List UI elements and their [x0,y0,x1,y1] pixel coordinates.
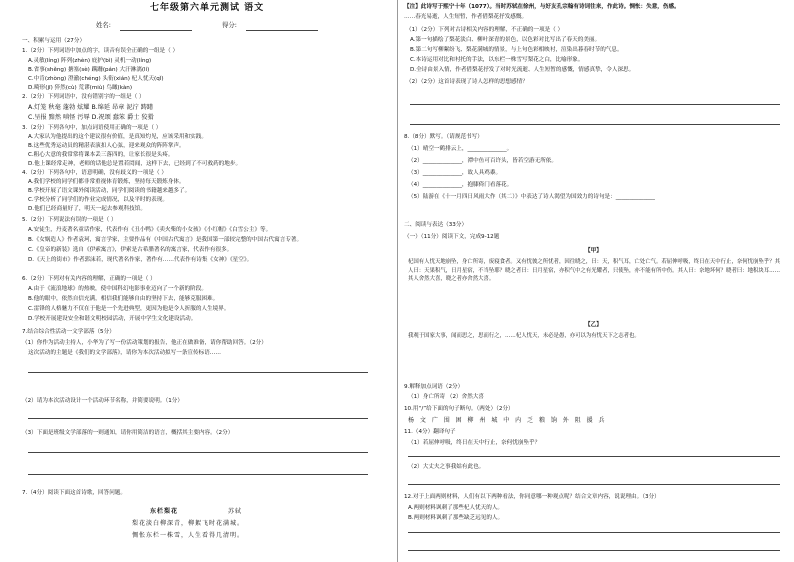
question-poem: 7.（4分）阅读下面这首诗歌，回答问题。 [22,490,126,496]
option-2cd: C.呈报 黯然 嗔怪 污辱 D.祝颂 蠢笨 爵士 狡猾 [28,114,154,121]
option-5c: C.《皇帝的新装》选自《伊索寓言》，伊索是古希腊著名的寓言家，代表作有很多。 [28,247,233,253]
option-1c: C.中肯(zhòng) 澄澈(chéng) 头衔(xián) 杞人忧天(qǐ) [28,76,164,82]
option-5d: D.《天上的街市》作者郭沫若，现代著名作家，著作有……代表作有诗集《女神》《星空》。 [28,257,253,263]
question-7-part3: （3）下面是班级文学部落的一则通知，请你用简洁的语言，概括其主要内容。（2分） [22,430,234,436]
question-2: 2.（2分）下列词语中，没有错别字的一组是（ ） [22,94,145,100]
answer-line[interactable] [28,474,368,475]
answer-line[interactable] [408,550,780,551]
answer-line[interactable] [408,456,780,457]
recite-2: （2）______________，潭中鱼可百许头，皆若空游无所依。 [408,158,557,164]
answer-line[interactable] [28,372,368,373]
poem-title: 东栏梨花 [150,508,179,515]
option-4b: B.学校开展了语文课外阅读活动，同学们阅读的书籍越来越多了。 [28,188,191,194]
option-3b: B.这些优秀运动员的精湛表演扣人心弦，迎来观众的阵阵掌声。 [28,143,185,149]
recite-1: （1）晴空一鹤排云上，______________。 [408,146,513,152]
option-p1c: C.本诗运用对比和衬托的手法，以东栏一株雪写梨花之白，比喻形象。 [410,57,584,63]
question-7-heading: 7.结合综合性活动一文学部落（5分） [22,329,115,335]
recite-4: （4）______________，抱膝倚门看落花。 [408,182,513,188]
score-blank[interactable] [246,30,318,31]
answer-line[interactable] [408,532,780,533]
option-4a: A.我们学校的同学们都非常重视体育锻炼，坚持每天锻炼身体。 [28,179,185,185]
passage-marker: 【乙】 [585,322,602,328]
question-6: 6.（2分）下列对有关内容的理解，正确的一项是（ ） [22,276,156,282]
question-10: 10.用“/”给下面的句子断句。（两处）（2分） [404,406,514,412]
translate-1: （1）若屈伸呼吸，终日在天中行止，奈何忧崩坠乎？ [408,440,541,446]
option-p1b: B.第二句写柳絮纷飞、梨花满城的情景，与上句色彩相映衬，渲染出暮春时节的气息。 [410,47,623,53]
question-11: 11.（4分）翻译句子 [404,429,456,435]
question-poem-1: （1）（2分）下列对古诗相关内容的理解，不正确的一项是（ ） [406,27,564,33]
recite-3: （3）______________，故人具鸡黍。 [408,170,502,176]
option-p1a: A.第一句描绘了梨花淡白、柳叶深青的景色，以色彩对比写出了春天的美丽。 [410,37,601,43]
question-4: 4.（2分）下列各句中，语意明确，没有歧义的一项是（ ） [22,170,167,176]
page-title: 七年级第六单元测试 语文 [150,3,265,13]
section-heading: 二、阅读与表达（33分） [404,222,468,228]
answer-line[interactable] [408,484,780,485]
reading-instructions: （一）（11分）阅读下文，完成9-12题 [404,234,500,240]
option-1a: A.灵敏(líng) 阵列(zhèn) 庇护(bì) 灵机一动(líng) [28,58,152,64]
passage-a: 杞国有人忧天地崩坠，身亡所寄，废寝食者。又有忧彼之所忧者，因往晓之，曰：天，积气耳，亡处亡气。若屈伸呼吸，终日在天中行止，奈何忧崩坠乎？其人曰：天果积气，日月星宿，不当坠耶？晓之者曰：日月星宿，亦积气中之有光耀者，只使坠，亦不能有所中伤。其人曰：奈地坏何？晓者曰：地积块耳……其人舍然大喜，晓之者亦舍然大喜。 [408,259,780,283]
passage-marker: 【甲】 [585,248,602,254]
option-6a: A.由于《流浪地球》的热映，使中国科幻电影事业迈向了一个新的阶段。 [28,286,207,292]
question-7-part2: （2）请为本次活动设计一个活动环节名称，并简要说明。（1分） [22,398,183,404]
column-divider [397,0,398,562]
option-3d: D.他上课经常走神，老师的话他总是置若罔闻，这样下去，已经到了不可救药的地步。 [28,161,242,167]
question-1: 1.（2分）下列词语中加点的字，读音有误全正确的一组是（ ） [22,48,179,54]
right-column [400,0,794,562]
passage-b: 我观于国家大事，闻而思之，思而行之，……杞人忧天，未必是愚，亦可以为有忧天下之志者也。 [408,333,640,339]
option-1d: D.畸形(jī) 猝然(cù) 荒谬(miù) 鸟瞰(kàn) [28,85,133,91]
question-7-context: 这次活动的主题是《我们的文学部落》，请你为本次活动拟写一条宣传标语…… [28,350,221,356]
option-4c: C.学校分析了同学们的作业完成情况，以及平时的表现。 [28,197,168,203]
option-4d: D.他们已经商量好了，明天一起去参观科技馆。 [28,206,146,212]
name-label: 姓名: [96,21,111,29]
question-9: 9.解释加点词语（2分） [404,384,464,390]
poem-line: 梨花淡白柳深青，柳絮飞时花满城。 [132,520,245,527]
score-label: 得分: [222,21,237,29]
option-5a: A.安徒生，丹麦著名童话作家，代表作有《丑小鸭》《卖火柴的小女孩》《小红帽》《白雪公主》等。 [28,227,272,233]
recite-5: （5）陆游在《十一月四日风雨大作（其二）》中表达了诗人渴望为国效力的诗句是：______________ [408,194,655,200]
option-6d: D.学校开展建设安全和谐文明校园活动，开展中学生文化建设活动。 [28,316,197,322]
option-1b: B.省事(shěng) 搪塞(sè) 蹒跚(pán) 大汗淋漓(lí) [28,67,150,73]
option-12a: A.两则材料讽刺了那些杞人忧天的人。 [408,505,504,511]
option-12b: B.两则材料讽刺了那些缺乏远见的人。 [408,515,504,521]
question-10-text: 杨 文 广 围 困 柳 州 城 中 内 乏 粮 饷 外 阻 援 兵 [408,417,607,424]
section-heading: 一、积累与运用（27分） [22,38,86,44]
option-5b: B.《女娲造人》作者袁珂，寓言学家，主要作品有《中国古代寓言》是我国第一部较完整的中国古代寓言专著。 [28,237,303,243]
answer-line[interactable] [410,124,780,125]
question-3: 3.（2分）下列各句中，加点词语使用正确的一项是（ ） [22,125,162,131]
option-6b: B.他的眼中，依然自信充满，相信我们能够自由的坚持下去，能够克服困难。 [28,296,219,302]
option-p1d: D.全诗由景入情，作者借梨花抒发了对时光流逝、人生短暂的感慨，情感真挚，令人深思。 [410,67,635,73]
question-8: 8.（8分）默写。（请规范书写） [404,134,483,140]
translate-2: （2）大丈夫之事我姑有此也。 [408,464,485,470]
poem-note-cont: ……春光易逝，人生短暂，作者借梨花抒发感慨。 [404,14,528,20]
poem-note: 【注】此诗写于熙宁十年（1077）。当时苏轼在徐州，与好友孔宗翰有诗词往来，作此诗。惆怅：失意，伤感。 [404,4,680,10]
name-blank[interactable] [120,30,192,31]
question-12: 12.对于上面两则材料，人们有以下两种看法，你同意哪一种观点呢？结合文章内容，说说理由。（3分） [404,494,660,500]
poem-author: 苏轼 [228,508,243,515]
option-2ab: A.灯笼 秋毫 蓬勃 炫耀 B.绵延 昂章 泥泞 踌躇 [28,104,154,111]
question-5: 5.（2分）下列说法有误的一项是（ ） [22,217,117,223]
option-3c: C.粗心大意的我常常将课本丢三落四的，让家长很是头疼。 [28,152,174,158]
question-9-items: （1）身亡所寄 （2）舍然大喜 [408,394,485,400]
question-7-part1: （1）你作为活动主持人，小华为了写一份活动策划的报告，他正在做准备，请你帮助回答。（2分） [22,340,267,346]
answer-line[interactable] [28,452,368,453]
answer-line[interactable] [410,104,780,105]
option-3a: A.大家认为他提出的这个建议很有价值，是真知灼见，应该采用和实践。 [28,134,207,140]
poem-line: 惆怅东栏一株雪，人生看得几清明。 [132,532,245,539]
left-column [0,0,395,562]
answer-line[interactable] [28,418,368,419]
option-6c: C.雷锋的人格魅力不仅在于他是一个先进典型，更因为他是令人折服的人生境界。 [28,306,230,312]
question-poem-2: （2）（2分）这首诗表现了诗人怎样的思想感情？ [406,79,528,85]
